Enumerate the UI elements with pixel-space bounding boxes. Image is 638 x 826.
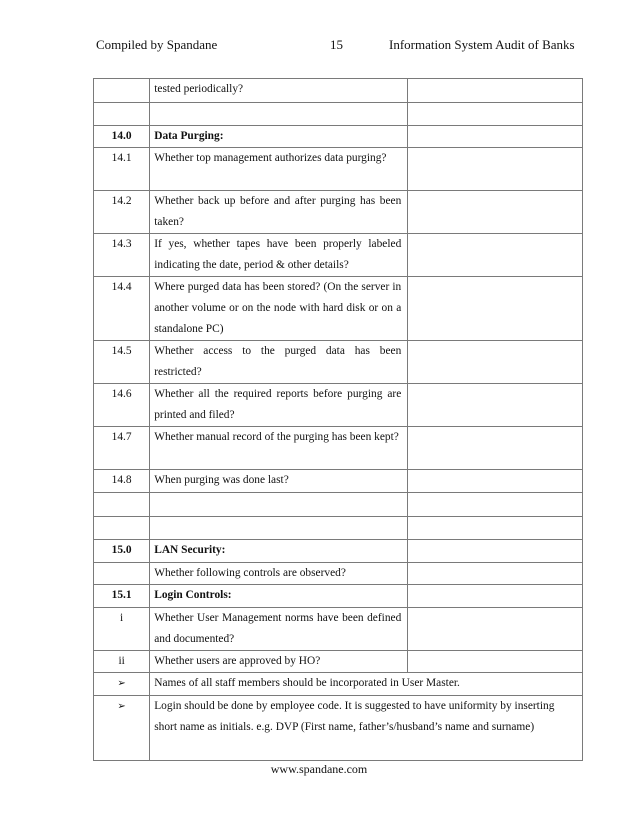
remarks-cell xyxy=(408,79,583,103)
item-number: 14.0 xyxy=(94,126,150,148)
item-number xyxy=(94,79,150,103)
table-row xyxy=(94,384,583,427)
remarks-cell xyxy=(408,126,583,148)
table-row xyxy=(94,427,583,470)
item-number: 14.5 xyxy=(94,341,150,384)
header-compiled-by: Compiled by Spandane xyxy=(96,37,218,52)
table-row xyxy=(94,585,583,608)
table-row xyxy=(94,608,583,651)
item-text: Data Purging: xyxy=(150,126,408,148)
remarks-cell xyxy=(408,234,583,277)
remarks-cell xyxy=(408,493,583,517)
item-text: Whether all the required reports before purging are printed and filed? xyxy=(150,384,408,427)
audit-checklist-table xyxy=(93,78,583,761)
item-text xyxy=(150,493,408,517)
item-number xyxy=(94,103,150,126)
remarks-cell xyxy=(408,191,583,234)
item-number: 14.8 xyxy=(94,470,150,493)
item-text: Whether users are approved by HO? xyxy=(150,651,408,673)
bullet-text: Login should be done by employee code. It is suggested to have uniformity by inserting short name as initials. e.g. DVP (First name, father’s/husband’s name and surname) xyxy=(150,696,583,761)
item-number: 15.1 xyxy=(94,585,150,608)
table-row xyxy=(94,126,583,148)
item-number: 15.0 xyxy=(94,540,150,563)
item-text: tested periodically? xyxy=(150,79,408,103)
remarks-cell xyxy=(408,651,583,673)
table-row xyxy=(94,277,583,341)
remarks-cell xyxy=(408,148,583,191)
item-text: Whether manual record of the purging has been kept? xyxy=(150,427,408,470)
remarks-cell xyxy=(408,563,583,585)
item-text: LAN Security: xyxy=(150,540,408,563)
remarks-cell xyxy=(408,585,583,608)
table-row xyxy=(94,191,583,234)
bullet-cell xyxy=(94,673,150,696)
bullet-text: Names of all staff members should be incorporated in User Master. xyxy=(150,673,583,696)
blank-row xyxy=(94,103,583,126)
footer-website: www.spandane.com xyxy=(270,762,368,776)
table-row xyxy=(94,696,583,761)
remarks-cell xyxy=(408,384,583,427)
item-text: Whether following controls are observed? xyxy=(150,563,408,585)
blank-row xyxy=(94,517,583,540)
item-text xyxy=(150,517,408,540)
item-text: Where purged data has been stored? (On the server in another volume or on the node with hard disk or on a standalone PC) xyxy=(150,277,408,341)
item-number: 14.1 xyxy=(94,148,150,191)
item-number xyxy=(94,517,150,540)
item-text xyxy=(150,103,408,126)
item-text: Whether access to the purged data has been restricted? xyxy=(150,341,408,384)
remarks-cell xyxy=(408,517,583,540)
item-text: Whether back up before and after purging has been taken? xyxy=(150,191,408,234)
table-row xyxy=(94,148,583,191)
item-text: Whether User Management norms have been defined and documented? xyxy=(150,608,408,651)
item-number: 14.2 xyxy=(94,191,150,234)
remarks-cell xyxy=(408,470,583,493)
table-row xyxy=(94,540,583,563)
item-text: If yes, whether tapes have been properly labeled indicating the date, period & other details? xyxy=(150,234,408,277)
remarks-cell xyxy=(408,608,583,651)
item-number xyxy=(94,493,150,517)
arrow-bullet-icon: ➢ xyxy=(117,678,126,689)
item-number: 14.4 xyxy=(94,277,150,341)
item-number: 14.6 xyxy=(94,384,150,427)
table-row xyxy=(94,563,583,585)
item-number xyxy=(94,563,150,585)
blank-row xyxy=(94,493,583,517)
remarks-cell xyxy=(408,427,583,470)
item-text: When purging was done last? xyxy=(150,470,408,493)
item-text: Login Controls: xyxy=(150,585,408,608)
document-title: Information System Audit of Banks xyxy=(389,37,575,52)
table-row xyxy=(94,234,583,277)
bullet-cell xyxy=(94,696,150,761)
table-row xyxy=(94,651,583,673)
remarks-cell xyxy=(408,277,583,341)
page-number: 15 xyxy=(330,37,343,52)
table-row xyxy=(94,79,583,103)
arrow-bullet-icon: ➢ xyxy=(117,701,126,712)
item-number: 14.7 xyxy=(94,427,150,470)
item-number: i xyxy=(94,608,150,651)
item-text: Whether top management authorizes data purging? xyxy=(150,148,408,191)
remarks-cell xyxy=(408,540,583,563)
item-number: 14.3 xyxy=(94,234,150,277)
remarks-cell xyxy=(408,341,583,384)
table-row xyxy=(94,673,583,696)
item-number: ii xyxy=(94,651,150,673)
remarks-cell xyxy=(408,103,583,126)
table-row xyxy=(94,341,583,384)
table-row xyxy=(94,470,583,493)
